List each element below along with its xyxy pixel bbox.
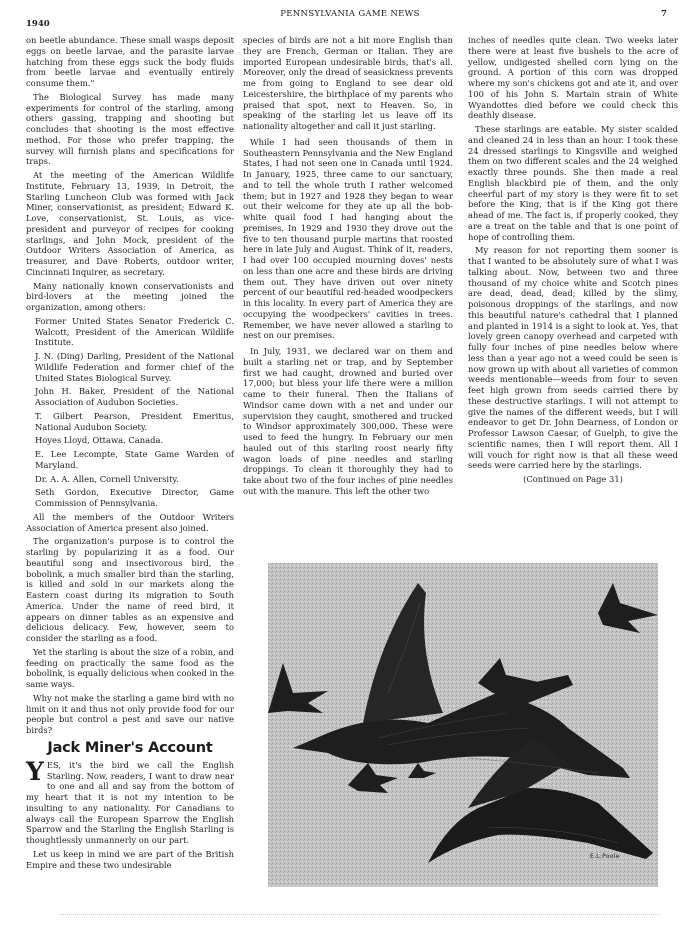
paragraph: All the members of the Outdoor Writers Association of America present also joined. — [26, 511, 234, 533]
paragraph: Why not make the starling a game bird with no limit on it and thus not only provide food for our people but control a pest and save our native birds? — [26, 692, 234, 735]
paragraph: The organization's purpose is to control the starling by popularizing it as a food. Our beautiful song and insectivorous bird, the bobolink, a much smaller bird than the starling, is killed and sold in our markets along the Eastern coast during its migration to South America. Under the name of reed bird, it appears on dinner tables as an expensive and delicious delicacy. Few, however, seem to consider the starling as a food. — [26, 536, 234, 643]
paragraph: Yet the starling is about the size of a robin, and feeding on practically the same food as the bobolink, is equally delicious when cooked in the same ways. — [26, 646, 234, 689]
right-column — [468, 35, 678, 488]
article-lead-paragraph — [26, 756, 234, 846]
member-item: Former United States Senator Frederick C. Walcott, President of the American Wildlife Institute. — [35, 315, 234, 348]
paragraph: Many nationally known conservationists and bird-lovers at the meeting joined the organization, among others: — [26, 280, 234, 312]
page-bottom-edge — [60, 914, 660, 919]
paragraph: Let us keep in mind we are part of the British Empire and these two undesirable — [26, 848, 234, 870]
lead-text: ES, it's the bird we call the English Starling. Now, readers, I want to draw near to one and all and say from the bottom of my heart that it is not my intention to be insulting to any nationality. For Canadians to always call the European Sparrow the English Sparrow and the Starling the English Starling is thoughtlessly unmannerly on our part. — [26, 759, 234, 845]
paragraph: These starlings are eatable. My sister scalded and cleaned 24 in less than an hour. I took these 24 dressed starlings to Kingsville and weighed them on two different scales and the 24 weighed exactly three pounds. She then made a real English blackbird pie of them, and the only cheerful part of my story is they were fit to set before the King, that is if the King got there ahead of me. The fact is, if properly cooked, they are a treat on the table and that is one point of hope of controlling them. — [468, 124, 678, 242]
page-number: 7 — [661, 9, 667, 19]
article-heading: Jack Miner's Account — [47, 739, 213, 756]
member-list — [26, 316, 234, 509]
paragraph: The Biological Survey has made many experiments for control of the starling, among others gassing, trapping and shooting but concludes that shooting is the most effective method. For those who prefer trapping, the survey will furnish plans and specifications for traps. — [26, 91, 234, 167]
drop-cap: Y — [26, 756, 44, 786]
member-item: Hoyes Lloyd, Ottawa, Canada. — [35, 435, 164, 446]
paragraph: inches of needles quite clean. Two weeks later there were at least five bushels to the acre of yellow, undigested shelled corn lying on the ground. A portion of this corn was dropped where my son's chickens got and ate it, and over 100 of his John S. Martain strain of White Wyandottes died before we could check this deathly disease. — [468, 35, 678, 121]
starling-illustration — [268, 563, 658, 887]
member-item: J. N. (Ding) Darling, President of the National Wildlife Federation and former chief of the United States Biological Survey. — [35, 351, 234, 383]
member-item: Seth Gordon, Executive Director, Game Commission of Pennsylvania. — [35, 487, 234, 508]
middle-column — [243, 35, 453, 500]
member-item: E. Lee Lecompte, State Game Warden of Maryland. — [35, 449, 234, 470]
starling-flock-icon — [268, 563, 658, 887]
member-item: T. Gilbert Pearson, President Emeritus, National Audubon Society. — [35, 410, 234, 432]
left-column — [26, 35, 234, 873]
paragraph: species of birds are not a bit more English than they are French, German or Italian. They are imported European undesirable birds, that's all. Moreover, only the dread of seasickness prevents me from going to England to see dear old Leicestershire, the birthplace of my parents who praised that spot, next to Heaven. So, in speaking of the starling let us leave off its nationality altogether and call it just starling. — [243, 35, 453, 131]
paragraph: on beetle abundance. These small wasps deposit eggs on beetle larvae, and the parasite larvae hatching from these eggs suck the body fluids from beetle larvae and eventually entirely consume them." — [26, 35, 234, 88]
publication-title: PENNSYLVANIA GAME NEWS — [280, 9, 420, 19]
paragraph: In July, 1931, we declared war on them and built a starling net or trap, and by September first we had caught, drowned and buried over 17,000; but bless your life there were a million came to their funeral. Then the Italians of Windsor came down with a net and under our supervision they caught, smothered and trucked to Windsor approximately 300,000. These were used to feed the hungry. In February our men hauled out of this starling roost nearly fifty wagon loads of pine needles and starling droppings. To clean it thoroughly they had to take about two of the four inches of pine needles out with the manure. This left the other two — [243, 346, 453, 496]
continued-notice: (Continued on Page 31) — [523, 474, 623, 484]
paragraph: While I had seen thousands of them in Southeastern Pennsylvania and the New England States, I had not seen one in Canada until 1924. In January, 1925, three came to our sanctuary, and to tell the whole truth I rather welcomed them; but in 1927 and 1928 they began to wear out their welcome for they ate up all the bob-white quail food I had hanging about the premises. In 1929 and 1930 they drove out the five to ten thousand purple martins that roosted here in late July and August. Think of it, readers, I had over 100 occupied mourning doves' nests on less than one acre and these birds are driving them out. They have driven out over ninety percent of our beautiful red-headed woodpeckers in this locality. In every part of America they are occupying the woodpeckers' cavities in trees. Remember, we have never allowed a starling to nest on our premises. — [243, 136, 453, 341]
issue-year: 1940 — [26, 19, 50, 29]
paragraph: At the meeting of the American Wildlife Institute, February 13, 1939, in Detroit, the Starling Luncheon Club was formed with Jack Miner, conservationist, as president; Edward K. Love, conservationist, St. Louis, as vice-president and purveyor of recipes for cooking starlings, and John Mock, president of the Outdoor Writers Association of America, as treasurer, and Dave Roberts, outdoor writer, Cincinnati Inquirer, as secretary. — [26, 170, 234, 277]
member-item: John H. Baker, President of the National Association of Audubon Societies. — [35, 386, 234, 407]
artist-signature: E.L.Poole — [590, 853, 620, 860]
member-item: Dr. A. A. Allen, Cornell University. — [35, 473, 179, 484]
paragraph: My reason for not reporting them sooner is that I wanted to be absolutely sure of what I was talking about. Now, between two and three thousand of my choice white and Scotch pines are dead, dead, dead; killed by the slimy, poisonous droppings of the starlings, and now this beautiful nature's cathedral that I planned and planted in 1914 is a sight to look at. Yes, that lovely green canopy overhead and carpeted with fully four inches of pine needles below where less than a year ago not a weed could be seen is now grown up with about all varieties of common weeds mentionable—weeds from four to seven feet high grown from seeds carried there by these destructive starlings. I will not attempt to give the names of the different weeds, but I will endeavor to get Dr. John Dearness, of London or Professor Lawson Caesar, of Guelph, to give the scientific names, then I will report them. All I will vouch for right now is that all these weed seeds were carried here by the starlings. — [468, 245, 678, 471]
